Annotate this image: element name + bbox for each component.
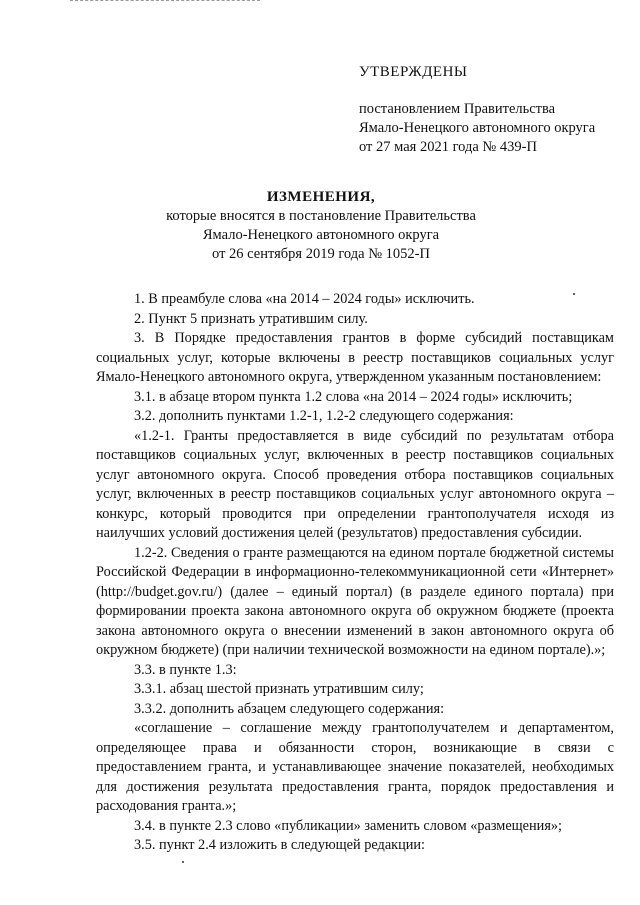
paragraph-3-3: 3.3. в пункте 1.3:: [134, 661, 237, 678]
approval-heading: УТВЕРЖДЕНЫ: [359, 64, 468, 80]
paragraph-agreement-definition: «соглашение – соглашение между грантополучателем и департаментом, определяющее права и обязанности сторон, возникающие в связи с предоставлением гранта, и устанавливающее значение показателей, необходимых для достижения результата предоставления гранта, порядок предоставления и расходования гранта.»;: [96, 720, 614, 814]
title-line-3: от 26 сентября 2019 года № 1052-П: [212, 246, 430, 262]
paragraph-1-2-2: 1.2-2. Сведения о гранте размещаются на едином портале бюджетной системы Российской Федерации в информационно-телекоммуникационной сети «Интернет» (http://budget.gov.ru/) (далее – единый портал) (в разделе единого портала) при формировании проекта закона автономного округа об окружном бюджете (проекта закона автономного округа о внесении изменений в закон автономного округа об окружном бюджете) (при наличии технической возможности на едином портале).»;: [96, 544, 614, 658]
document-title: ИЗМЕНЕНИЯ,: [266, 189, 376, 205]
paragraph-3-1: 3.1. в абзаце втором пункта 1.2 слова «на 2014 – 2024 годы» исключить;: [134, 388, 573, 405]
paragraph-3-3-2: 3.3.2. дополнить абзацем следующего содержания:: [134, 700, 445, 717]
document-body: [96, 290, 614, 856]
paragraph-3-5: 3.5. пункт 2.4 изложить в следующей редакции:: [134, 837, 426, 853]
paragraph-3: 3. В Порядке предоставления грантов в форме субсидий поставщикам социальных услуг, которые включены в реестр поставщиков социальных услуг Ямало-Ненецкого автономного округа, утвержденном указанным постановлением:: [96, 330, 614, 385]
paragraph-2: 2. Пункт 5 признать утратившим силу.: [134, 310, 368, 327]
approval-block: [359, 63, 619, 157]
scan-edge-line: [70, 0, 260, 2]
paragraph-3-4: 3.4. в пункте 2.3 слово «публикации» заменить словом «размещения»;: [134, 817, 563, 834]
paragraph-1-2-1: «1.2-1. Гранты предоставляется в виде субсидий по результатам отбора поставщиков социальных услуг, включенных в реестр поставщиков социальных услуг автономного округа. Способ проведения отбора поставщиков социальных услуг, включенных в реестр поставщиков социальных услуг автономного округа – конкурс, который проводится при определении грантополучателя исходя из наилучших условий достижения целей (результатов) предоставления субсидии.: [96, 427, 614, 541]
scan-speck: [573, 293, 575, 295]
paragraph-3-2: 3.2. дополнить пунктами 1.2-1, 1.2-2 следующего содержания:: [134, 408, 514, 424]
title-line-1: которые вносятся в постановление Правительства: [166, 208, 476, 224]
scan-speck: [182, 861, 184, 863]
title-line-2: Ямало-Ненецкого автономного округа: [202, 227, 440, 243]
paragraph-1: 1. В преамбуле слова «на 2014 – 2024 годы» исключить.: [134, 291, 475, 307]
approval-line-1: постановлением Правительства: [359, 101, 556, 117]
document-title-block: [96, 188, 546, 264]
approval-line-2: Ямало-Ненецкого автономного округа: [359, 120, 596, 136]
paragraph-3-3-1: 3.3.1. абзац шестой признать утратившим силу;: [134, 681, 424, 697]
approval-line-3: от 27 мая 2021 года № 439-П: [359, 139, 537, 155]
